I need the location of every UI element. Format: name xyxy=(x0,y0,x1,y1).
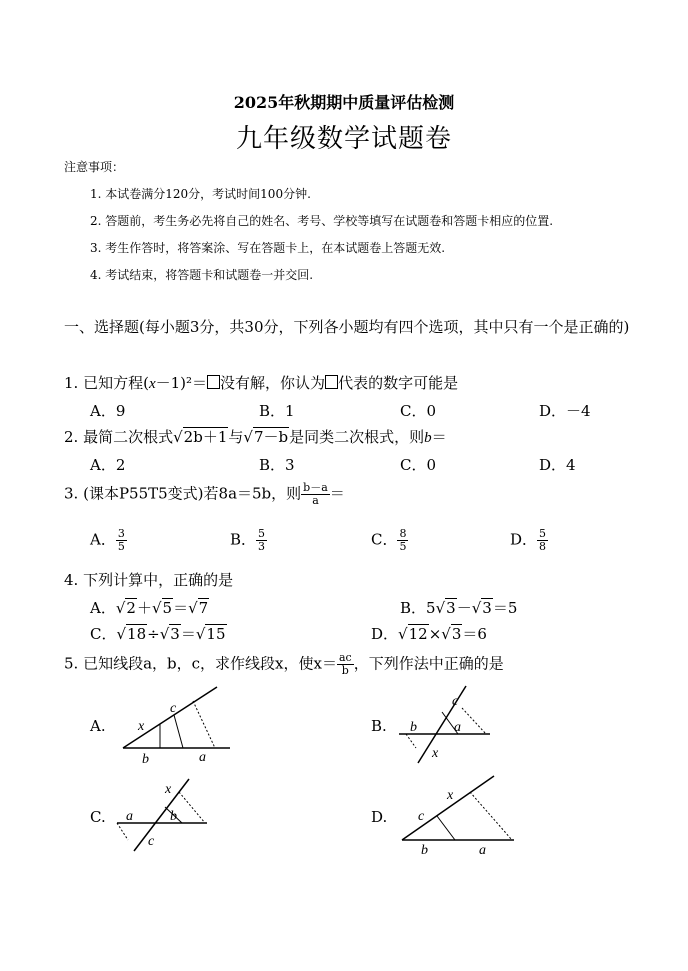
sqrt-icon: √ xyxy=(471,599,482,617)
q2-option-d[interactable]: D．4 xyxy=(539,456,576,474)
q4-a-term-3: 7 xyxy=(198,599,209,617)
fig-b-label-a: a xyxy=(454,720,461,735)
fig-d-label-c: c xyxy=(418,809,425,824)
q3-option-c-den: 5 xyxy=(399,540,407,553)
q3-option-c-label: C． xyxy=(371,530,398,549)
note-item-1: 1. 本试卷满分120分，考试时间100分钟. xyxy=(90,187,311,201)
q5-frac-denominator: b xyxy=(341,664,349,677)
q2-option-c[interactable]: C．0 xyxy=(400,456,437,474)
fig-d-label-x: x xyxy=(447,788,454,803)
q5-option-c-label[interactable]: C. xyxy=(90,808,106,826)
q2-radicand-2: 7－b xyxy=(253,428,289,446)
sqrt-icon: √ xyxy=(115,599,126,617)
q4-b-coef: 5 xyxy=(426,599,436,617)
q1-option-a[interactable]: A．9 xyxy=(90,402,126,420)
q4-c-term-3: 15 xyxy=(206,625,226,643)
q4-c-term-1: 18 xyxy=(127,625,147,643)
fig-a-label-a: a xyxy=(199,750,206,765)
q2-text-pre: 最简二次根式 xyxy=(83,428,174,446)
q3-option-a-num: 3 xyxy=(117,527,125,540)
q5-option-a-label[interactable]: A. xyxy=(90,717,106,735)
fig-a-label-b: b xyxy=(142,752,149,767)
q1-option-d[interactable]: D．－4 xyxy=(539,402,591,420)
q4-option-a-label: A． xyxy=(90,599,116,617)
fig-c-label-c: c xyxy=(148,834,155,849)
q4-a-term-2: 5 xyxy=(162,599,173,617)
fig-b-label-b: b xyxy=(410,720,417,735)
q1-option-b[interactable]: B．1 xyxy=(259,402,295,420)
q4-a-op-1: ＋ xyxy=(136,599,152,617)
q5-number: 5. xyxy=(64,654,79,673)
sqrt-icon: √ xyxy=(188,599,198,617)
q1-text-tail: 没有解，你认为 xyxy=(220,374,326,392)
q5-frac-numerator: ac xyxy=(338,651,352,664)
q3-option-b-num: 5 xyxy=(258,527,266,540)
sqrt-icon: √ xyxy=(435,599,446,617)
q4-c-op-1: ÷ xyxy=(147,625,160,643)
q3-option-d-label: D． xyxy=(510,530,538,549)
q4-c-term-2: 3 xyxy=(170,625,180,643)
q2-radicand-1: 2b＋1 xyxy=(183,428,228,446)
q4-b-result: ＝5 xyxy=(492,599,518,617)
sqrt-icon: √ xyxy=(441,625,451,643)
q1-text-pre: 已知方程( xyxy=(83,374,149,392)
q4-option-d-label: D． xyxy=(371,625,399,643)
fig-c-label-x: x xyxy=(165,782,172,797)
sqrt-icon: √ xyxy=(173,428,183,446)
fig-b-label-c: c xyxy=(452,694,459,709)
q3-option-a-label: A． xyxy=(90,530,116,549)
q4-b-term-2: 3 xyxy=(482,599,492,617)
q3-option-b-den: 3 xyxy=(258,540,266,553)
sqrt-icon: √ xyxy=(398,625,408,643)
q3-option-d-num: 5 xyxy=(539,527,547,540)
q4-b-term-1: 3 xyxy=(446,599,456,617)
q3-text: (课本P55T5变式)若8a＝5b，则 xyxy=(83,484,302,503)
sqrt-icon: √ xyxy=(243,428,253,446)
q1-option-c[interactable]: C．0 xyxy=(400,402,437,420)
fig-d-label-a: a xyxy=(479,843,486,858)
q4-b-op-1: － xyxy=(456,599,472,617)
q2-option-a[interactable]: A．2 xyxy=(90,456,126,474)
fig-b-label-x: x xyxy=(432,746,439,761)
q3-option-c-num: 8 xyxy=(399,527,407,540)
q3-option-d-den: 8 xyxy=(539,540,547,553)
q3-frac-denominator: a xyxy=(312,494,319,507)
figure-d xyxy=(402,776,514,840)
q5-option-d-label[interactable]: D. xyxy=(371,808,388,826)
q4-d-op-1: × xyxy=(428,625,442,643)
q4-d-result: ＝6 xyxy=(462,625,487,643)
q4-option-b-label: B． xyxy=(400,599,427,617)
section-1-title: 一、选择题(每小题3分，共30分，下列各小题均有四个选项，其中只有一个是正确的) xyxy=(64,318,630,336)
notes-heading: 注意事项： xyxy=(64,160,125,174)
fig-a-label-c: c xyxy=(170,701,177,716)
q4-c-op-2: ＝ xyxy=(180,625,196,643)
q5-text-end: ，下列作法中正确的是 xyxy=(353,654,504,673)
q2-option-b[interactable]: B．3 xyxy=(259,456,295,474)
q2-var: b xyxy=(424,430,432,446)
q5-text: 已知线段a，b，c，求作线段x，使x＝ xyxy=(83,654,337,673)
sqrt-icon: √ xyxy=(151,599,162,617)
fig-c-label-a: a xyxy=(126,809,133,824)
exam-title: 九年级数学试题卷 xyxy=(235,124,452,154)
q2-text-end: ＝ xyxy=(431,428,447,446)
q2-text-mid: 与 xyxy=(228,428,244,446)
fig-a-label-x: x xyxy=(138,719,145,734)
fig-c-label-b: b xyxy=(170,809,177,824)
q4-option-c-label: C． xyxy=(90,625,117,643)
note-item-4: 4. 考试结束，将答题卡和试题卷一并交回. xyxy=(90,268,314,282)
q3-option-a-den: 5 xyxy=(117,540,125,553)
q1-text-post: －1)²＝ xyxy=(155,374,208,392)
q4-a-term-1: 2 xyxy=(126,599,136,617)
q1-text-tail2: 代表的数字可能是 xyxy=(338,374,459,392)
q2-text-post: 是同类二次根式，则 xyxy=(289,428,425,446)
q1-var: x xyxy=(148,376,156,392)
q2-number: 2. xyxy=(64,428,79,446)
q3-text-end: ＝ xyxy=(329,484,345,503)
q1-number: 1. xyxy=(64,374,79,392)
q3-frac-numerator: b－a xyxy=(303,481,328,494)
q4-number: 4. xyxy=(64,571,79,589)
q4-a-op-2: ＝ xyxy=(173,599,189,617)
q5-option-b-label[interactable]: B. xyxy=(371,717,387,735)
q4-d-term-1: 12 xyxy=(408,625,428,643)
note-item-3: 3. 考生作答时，将答案涂、写在答题卡上，在本试题卷上答题无效. xyxy=(90,241,446,255)
figure-a xyxy=(123,687,230,748)
note-item-2: 2. 答题前，考生务必先将自己的姓名、考号、学校等填写在试题卷和答题卡相应的位置. xyxy=(90,214,554,228)
q4-d-term-2: 3 xyxy=(451,625,462,643)
q4-text: 下列计算中，正确的是 xyxy=(83,571,234,589)
q3-option-b-label: B． xyxy=(230,530,257,549)
fig-d-label-b: b xyxy=(421,843,428,858)
sqrt-icon: √ xyxy=(159,625,170,643)
sqrt-icon: √ xyxy=(195,625,206,643)
sqrt-icon: √ xyxy=(116,625,127,643)
exam-subtitle: 2025年秋期期中质量评估检测 xyxy=(233,93,455,112)
q3-number: 3. xyxy=(64,484,79,503)
